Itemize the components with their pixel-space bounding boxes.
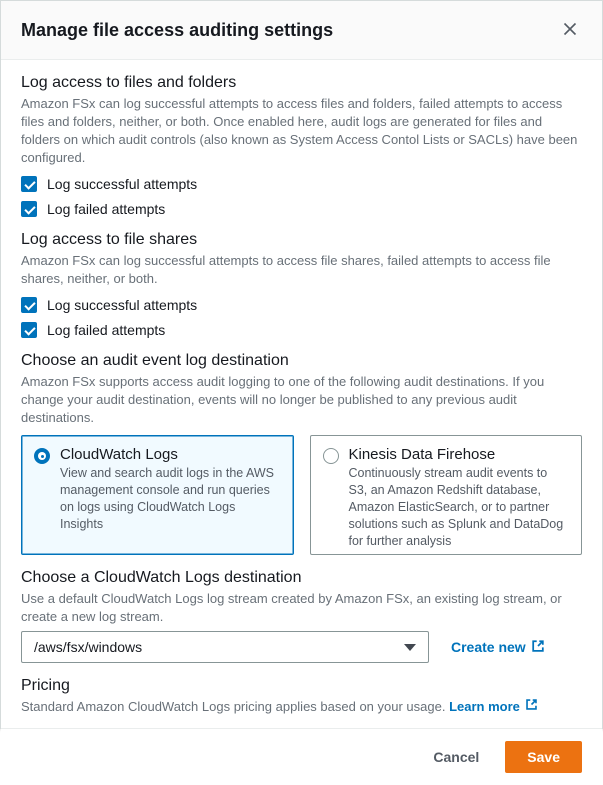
- external-link-icon: [525, 698, 538, 716]
- dialog-header: [1, 1, 602, 60]
- option-description: View and search audit logs in the AWS management console and run queries on logs using CloudWatch Logs Insights: [60, 466, 275, 531]
- radio-button-icon[interactable]: [34, 448, 50, 464]
- checkbox-label: Log failed attempts: [47, 322, 166, 338]
- pricing-description: Standard Amazon CloudWatch Logs pricing applies based on your usage.: [21, 699, 446, 714]
- dialog-footer: [1, 728, 602, 785]
- dialog-title: Manage file access auditing settings: [21, 19, 334, 40]
- checkbox-row-ff-failed[interactable]: [21, 201, 582, 217]
- destination-options: [21, 435, 582, 555]
- section-description: Use a default CloudWatch Logs log stream created by Amazon FSx, an existing log stream, or create a new log stream.: [21, 591, 562, 624]
- option-title: Kinesis Data Firehose: [348, 446, 496, 463]
- select-value: /aws/fsx/windows: [34, 639, 143, 655]
- section-heading: Choose an audit event log destination: [21, 352, 289, 369]
- checkbox-label: Log failed attempts: [47, 201, 166, 217]
- section-heading: Pricing: [21, 677, 70, 694]
- radio-button-icon[interactable]: [323, 448, 339, 464]
- checkbox-label: Log successful attempts: [47, 176, 198, 192]
- close-icon: [562, 21, 578, 40]
- section-files-and-folders: [21, 72, 582, 217]
- chevron-down-icon: [404, 644, 416, 651]
- destination-option-cloudwatch-logs[interactable]: [21, 435, 294, 555]
- dialog-content: [1, 60, 602, 728]
- destination-option-kinesis-data-firehose[interactable]: [310, 435, 583, 555]
- checkbox-row-fs-successful[interactable]: [21, 297, 582, 313]
- create-new-link[interactable]: [451, 639, 545, 656]
- cloudwatch-destination-select[interactable]: [21, 631, 429, 663]
- section-pricing: [21, 675, 582, 716]
- section-description: Amazon FSx can log successful attempts to access files and folders, failed attempts to access files and folders, neither, or both. Once enabled here, audit logs are generated for files and folders on which audit controls (also known as System Access Contol Lists or SACLs) have been configured.: [21, 96, 578, 165]
- section-description: Amazon FSx supports access audit logging to one of the following audit destinations. If you change your audit destination, events will no longer be published to any previous audit destinations.: [21, 374, 545, 425]
- checkbox-label: Log successful attempts: [47, 297, 198, 313]
- cancel-button[interactable]: Cancel: [429, 743, 483, 771]
- external-link-icon: [531, 639, 545, 656]
- section-heading: Log access to file shares: [21, 231, 198, 248]
- checkbox-row-fs-failed[interactable]: [21, 322, 582, 338]
- checkbox-icon[interactable]: [21, 176, 37, 192]
- checkbox-icon[interactable]: [21, 322, 37, 338]
- option-title: CloudWatch Logs: [60, 446, 178, 463]
- section-description: Amazon FSx can log successful attempts to access file shares, failed attempts to access file shares, neither, or both.: [21, 253, 551, 286]
- checkbox-icon[interactable]: [21, 201, 37, 217]
- learn-more-label: Learn more: [449, 699, 520, 714]
- learn-more-link[interactable]: [449, 698, 538, 716]
- section-heading: Log access to files and folders: [21, 74, 237, 91]
- create-new-label: Create new: [451, 639, 526, 655]
- section-file-shares: [21, 229, 582, 338]
- section-heading: Choose a CloudWatch Logs destination: [21, 569, 302, 586]
- save-button[interactable]: Save: [505, 741, 582, 773]
- section-cloudwatch-destination: [21, 567, 582, 663]
- close-button[interactable]: [558, 18, 582, 42]
- checkbox-row-ff-successful[interactable]: [21, 176, 582, 192]
- section-audit-destination: [21, 350, 582, 555]
- option-description: Continuously stream audit events to S3, an Amazon Redshift database, Amazon ElasticSearch, or to partner solutions such as Splunk and DataDog for further analysis: [348, 466, 564, 548]
- checkbox-icon[interactable]: [21, 297, 37, 313]
